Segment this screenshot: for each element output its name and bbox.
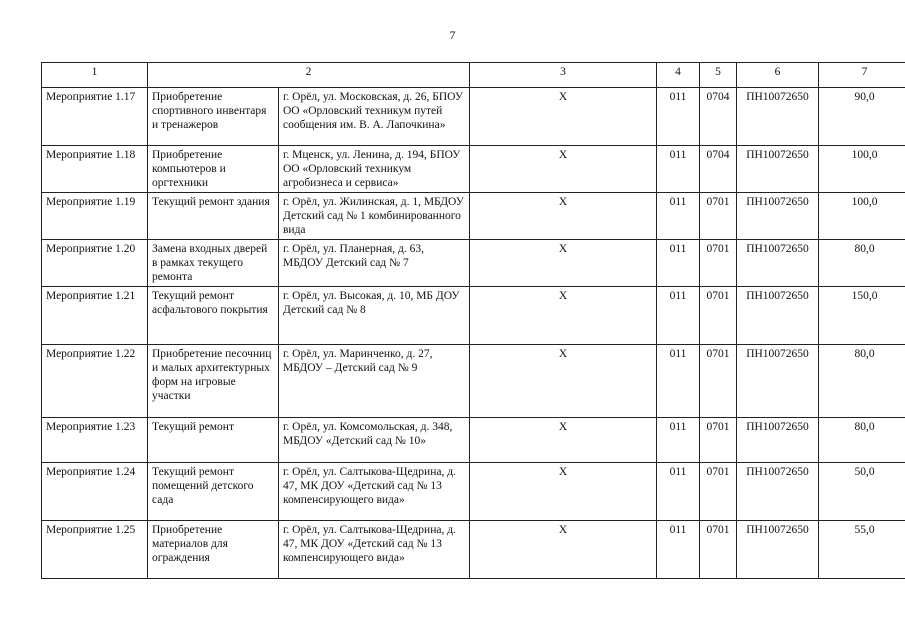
cell-code-4: 011 <box>657 463 700 521</box>
cell-code-5: 0701 <box>700 463 737 521</box>
cell-id: Мероприятие 1.21 <box>42 287 148 345</box>
cell-code-4: 011 <box>657 418 700 463</box>
cell-x: X <box>470 88 657 146</box>
cell-code-5: 0701 <box>700 521 737 579</box>
cell-code-4: 011 <box>657 287 700 345</box>
cell-code-5: 0704 <box>700 146 737 193</box>
table-row <box>42 463 905 521</box>
cell-code-6: ПН10072650 <box>737 418 819 463</box>
header-cell: 1 <box>42 63 148 88</box>
cell-amount: 90,0 <box>819 88 905 146</box>
table-row <box>42 287 905 345</box>
table-row <box>42 146 905 193</box>
cell-id: Мероприятие 1.17 <box>42 88 148 146</box>
cell-name: Текущий ремонт помещений детского сада <box>148 463 279 521</box>
header-cell: 3 <box>470 63 657 88</box>
page-number: 7 <box>449 28 456 42</box>
table-row <box>42 418 905 463</box>
cell-code-6: ПН10072650 <box>737 88 819 146</box>
cell-address: г. Орёл, ул. Маринченко, д. 27, МБДОУ – Детский сад № 9 <box>279 345 470 418</box>
cell-code-4: 011 <box>657 88 700 146</box>
cell-code-4: 011 <box>657 240 700 287</box>
cell-x: X <box>470 463 657 521</box>
cell-amount: 80,0 <box>819 418 905 463</box>
cell-code-5: 0704 <box>700 88 737 146</box>
cell-code-6: ПН10072650 <box>737 240 819 287</box>
cell-code-6: ПН10072650 <box>737 287 819 345</box>
cell-x: X <box>470 240 657 287</box>
cell-code-6: ПН10072650 <box>737 146 819 193</box>
cell-code-4: 011 <box>657 146 700 193</box>
header-row <box>42 63 905 88</box>
header-cell: 4 <box>657 63 700 88</box>
cell-name: Приобретение компьютеров и оргтехники <box>148 146 279 193</box>
cell-address: г. Орёл, ул. Салтыкова-Щедрина, д. 47, МК ДОУ «Детский сад № 13 компенсирующего вида» <box>279 463 470 521</box>
header-cell: 6 <box>737 63 819 88</box>
cell-name: Приобретение песочниц и малых архитектурных форм на игровые участки <box>148 345 279 418</box>
cell-id: Мероприятие 1.24 <box>42 463 148 521</box>
cell-address: г. Орёл, ул. Московская, д. 26, БПОУ ОО «Орловский техникум путей сообщения им. В. А. Лапочкина» <box>279 88 470 146</box>
cell-x: X <box>470 418 657 463</box>
table-row <box>42 193 905 240</box>
table-row <box>42 240 905 287</box>
cell-code-6: ПН10072650 <box>737 521 819 579</box>
cell-name: Текущий ремонт <box>148 418 279 463</box>
cell-code-6: ПН10072650 <box>737 193 819 240</box>
cell-address: г. Мценск, ул. Ленина, д. 194, БПОУ ОО «Орловский техникум агробизнеса и сервиса» <box>279 146 470 193</box>
cell-id: Мероприятие 1.22 <box>42 345 148 418</box>
cell-id: Мероприятие 1.25 <box>42 521 148 579</box>
header-cell: 2 <box>148 63 470 88</box>
cell-amount: 80,0 <box>819 345 905 418</box>
cell-name: Текущий ремонт асфальтового покрытия <box>148 287 279 345</box>
cell-name: Замена входных дверей в рамках текущего ремонта <box>148 240 279 287</box>
cell-id: Мероприятие 1.23 <box>42 418 148 463</box>
cell-amount: 150,0 <box>819 287 905 345</box>
table-row <box>42 345 905 418</box>
cell-code-5: 0701 <box>700 287 737 345</box>
cell-address: г. Орёл, ул. Планерная, д. 63, МБДОУ Детский сад № 7 <box>279 240 470 287</box>
measures-table <box>41 62 905 579</box>
cell-code-5: 0701 <box>700 418 737 463</box>
table-row <box>42 88 905 146</box>
cell-code-4: 011 <box>657 193 700 240</box>
cell-code-6: ПН10072650 <box>737 463 819 521</box>
cell-x: X <box>470 287 657 345</box>
cell-x: X <box>470 345 657 418</box>
cell-amount: 50,0 <box>819 463 905 521</box>
cell-id: Мероприятие 1.20 <box>42 240 148 287</box>
cell-x: X <box>470 521 657 579</box>
cell-code-5: 0701 <box>700 345 737 418</box>
cell-amount: 80,0 <box>819 240 905 287</box>
table-row <box>42 521 905 579</box>
cell-address: г. Орёл, ул. Высокая, д. 10, МБ ДОУ Детский сад № 8 <box>279 287 470 345</box>
header-cell: 7 <box>819 63 905 88</box>
cell-x: X <box>470 193 657 240</box>
cell-code-5: 0701 <box>700 240 737 287</box>
cell-code-5: 0701 <box>700 193 737 240</box>
cell-code-4: 011 <box>657 521 700 579</box>
cell-x: X <box>470 146 657 193</box>
cell-code-6: ПН10072650 <box>737 345 819 418</box>
cell-amount: 100,0 <box>819 146 905 193</box>
cell-id: Мероприятие 1.18 <box>42 146 148 193</box>
cell-amount: 100,0 <box>819 193 905 240</box>
cell-address: г. Орёл, ул. Комсомольская, д. 348, МБДОУ «Детский сад № 10» <box>279 418 470 463</box>
cell-amount: 55,0 <box>819 521 905 579</box>
cell-id: Мероприятие 1.19 <box>42 193 148 240</box>
cell-name: Приобретение материалов для ограждения <box>148 521 279 579</box>
cell-code-4: 011 <box>657 345 700 418</box>
cell-name: Текущий ремонт здания <box>148 193 279 240</box>
header-cell: 5 <box>700 63 737 88</box>
cell-address: г. Орёл, ул. Салтыкова-Щедрина, д. 47, МК ДОУ «Детский сад № 13 компенсирующего вида» <box>279 521 470 579</box>
cell-address: г. Орёл, ул. Жилинская, д. 1, МБДОУ Детский сад № 1 комбинированного вида <box>279 193 470 240</box>
cell-name: Приобретение спортивного инвентаря и тренажеров <box>148 88 279 146</box>
